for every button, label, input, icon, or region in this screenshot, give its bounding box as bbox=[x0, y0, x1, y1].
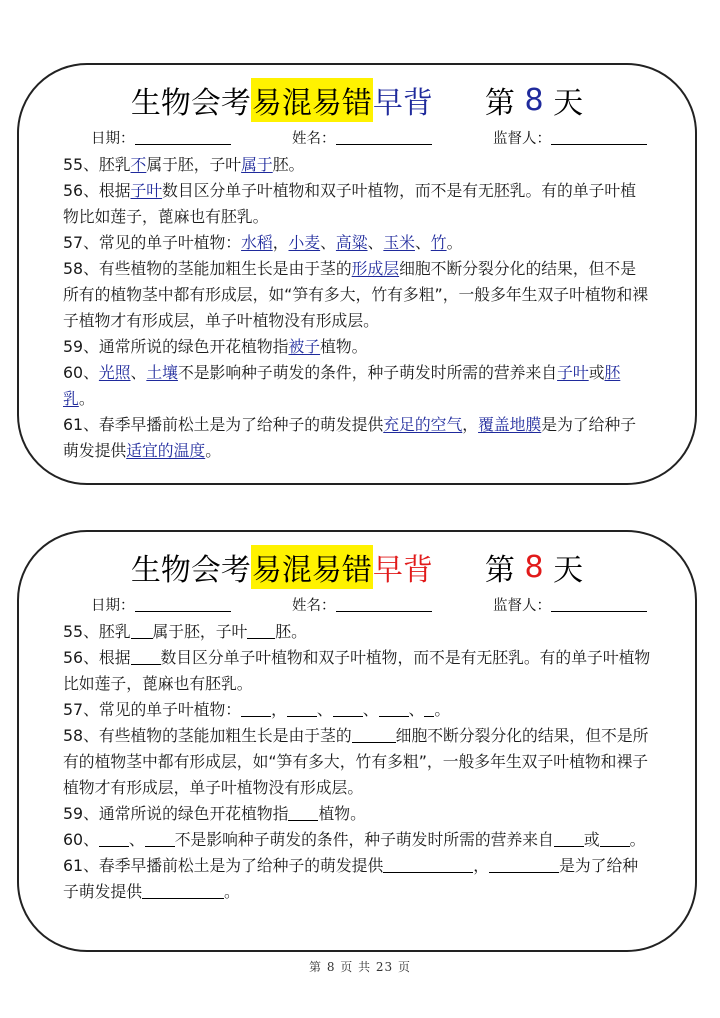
title-prefix: 生物会考 bbox=[130, 86, 251, 121]
question-58: 58、有些植物的茎能加粗生长是由于茎的 细胞不断分裂分化的结果，但不是所有的植物茎中都有形成层，如“笋有多大，竹有多粗”，一般多年生双子叶植物和裸子植物才有形成层，单子叶植物没有形成层。 bbox=[63, 726, 649, 797]
answer: 适宜的温度 bbox=[126, 441, 206, 460]
question-55: 55、胚乳 属于胚，子叶 胚。 bbox=[63, 622, 307, 641]
title-highlight: 易混易错 bbox=[251, 78, 373, 122]
answer: 子叶 bbox=[557, 363, 589, 382]
date-field bbox=[91, 594, 231, 615]
blank[interactable] bbox=[600, 830, 630, 847]
question-56: 56、根据 数目区分单子叶植物和双子叶植物，而不是有无胚乳。有的单子叶植物比如莲子，蓖麻也有胚乳。 bbox=[63, 648, 651, 693]
question-60: 60、 、 不是影响种子萌发的条件，种子萌发时所需的营养来自 或 。 bbox=[63, 830, 646, 849]
blank[interactable] bbox=[131, 622, 153, 639]
answer: 形成层 bbox=[351, 259, 400, 278]
date-label: 日期： bbox=[91, 131, 135, 147]
page-footer: 第 8 页 共 23 页 bbox=[309, 960, 411, 974]
day-number: 8 bbox=[524, 549, 544, 585]
answer: 水稻 bbox=[241, 233, 273, 252]
blank[interactable] bbox=[424, 700, 434, 717]
blank[interactable] bbox=[287, 700, 317, 717]
answer-card bbox=[17, 63, 697, 485]
question-57: 57、常见的单子叶植物： ， 、 、 、 。 bbox=[63, 700, 451, 719]
blank[interactable] bbox=[383, 856, 473, 873]
question-60: 60、光照、土壤不是影响种子萌发的条件，种子萌发时所需的营养来自子叶或胚乳。 bbox=[63, 363, 621, 408]
blank[interactable] bbox=[145, 830, 175, 847]
name-line bbox=[336, 611, 432, 612]
day-prefix: 第 bbox=[484, 553, 515, 588]
card-title bbox=[63, 532, 651, 598]
supervisor-line bbox=[551, 611, 647, 612]
date-line bbox=[135, 144, 231, 145]
blank[interactable] bbox=[131, 648, 161, 665]
blank[interactable] bbox=[333, 700, 363, 717]
blank[interactable] bbox=[288, 804, 318, 821]
question-55: 55、胚乳不属于胚，子叶属于胚。 bbox=[63, 155, 305, 174]
answer: 胚乳 bbox=[63, 363, 621, 408]
name-label: 姓名： bbox=[292, 131, 336, 147]
answer: 不 bbox=[130, 155, 147, 174]
day-suffix: 天 bbox=[553, 86, 584, 121]
meta-row bbox=[91, 594, 647, 615]
supervisor-label: 监督人： bbox=[493, 131, 551, 147]
title-suffix: 早背 bbox=[372, 553, 433, 588]
blank[interactable] bbox=[554, 830, 584, 847]
supervisor-field bbox=[493, 594, 647, 615]
question-61: 61、春季早播前松土是为了给种子的萌发提供 ， 是为了给种子萌发提供 。 bbox=[63, 856, 639, 901]
answer: 小麦 bbox=[288, 233, 321, 252]
date-line bbox=[135, 611, 231, 612]
date-field bbox=[91, 127, 231, 148]
answer: 覆盖地膜 bbox=[478, 415, 542, 434]
blank[interactable] bbox=[489, 856, 559, 873]
blank[interactable] bbox=[142, 882, 224, 899]
blank[interactable] bbox=[352, 726, 396, 743]
supervisor-field bbox=[493, 127, 647, 148]
name-field bbox=[292, 127, 432, 148]
blank[interactable] bbox=[241, 700, 271, 717]
quiz-card bbox=[17, 530, 697, 952]
answer: 充足的空气 bbox=[383, 415, 463, 434]
title-suffix: 早背 bbox=[372, 86, 433, 121]
question-56: 56、根据子叶数目区分单子叶植物和双子叶植物，而不是有无胚乳。有的单子叶植物比如莲子，蓖麻也有胚乳。 bbox=[63, 181, 637, 226]
blank[interactable] bbox=[379, 700, 409, 717]
answer: 属于 bbox=[241, 155, 273, 174]
question-61: 61、春季早播前松土是为了给种子的萌发提供充足的空气，覆盖地膜是为了给种子萌发提供适宜的温度。 bbox=[63, 415, 637, 460]
answer: 土壤 bbox=[146, 363, 178, 382]
answer: 子叶 bbox=[130, 181, 163, 200]
question-59: 59、通常所说的绿色开花植物指 植物。 bbox=[63, 804, 366, 823]
card-title bbox=[63, 65, 651, 131]
day-prefix: 第 bbox=[484, 86, 515, 121]
answer: 高粱 bbox=[335, 233, 368, 252]
date-label: 日期： bbox=[91, 598, 135, 614]
meta-row bbox=[91, 127, 647, 148]
name-field bbox=[292, 594, 432, 615]
blank[interactable] bbox=[247, 622, 275, 639]
question-59: 59、通常所说的绿色开花植物指被子植物。 bbox=[63, 337, 368, 356]
supervisor-label: 监督人： bbox=[493, 598, 551, 614]
title-highlight: 易混易错 bbox=[251, 545, 373, 589]
answer: 竹 bbox=[430, 233, 447, 252]
day-number: 8 bbox=[524, 82, 544, 118]
blank[interactable] bbox=[99, 830, 129, 847]
question-57: 57、常见的单子叶植物：水稻，小麦、高粱、玉米、竹。 bbox=[63, 233, 463, 252]
answer: 被子 bbox=[288, 337, 321, 356]
answer: 光照 bbox=[98, 363, 131, 382]
supervisor-line bbox=[551, 144, 647, 145]
day-suffix: 天 bbox=[553, 553, 584, 588]
name-label: 姓名： bbox=[292, 598, 336, 614]
question-58: 58、有些植物的茎能加粗生长是由于茎的形成层细胞不断分裂分化的结果，但不是所有的植物茎中都有形成层，如“笋有多大，竹有多粗”，一般多年生双子叶植物和裸子植物才有形成层，单子叶植物没有形成层。 bbox=[63, 259, 649, 330]
name-line bbox=[336, 144, 432, 145]
answer: 玉米 bbox=[383, 233, 415, 252]
title-prefix: 生物会考 bbox=[130, 553, 251, 588]
